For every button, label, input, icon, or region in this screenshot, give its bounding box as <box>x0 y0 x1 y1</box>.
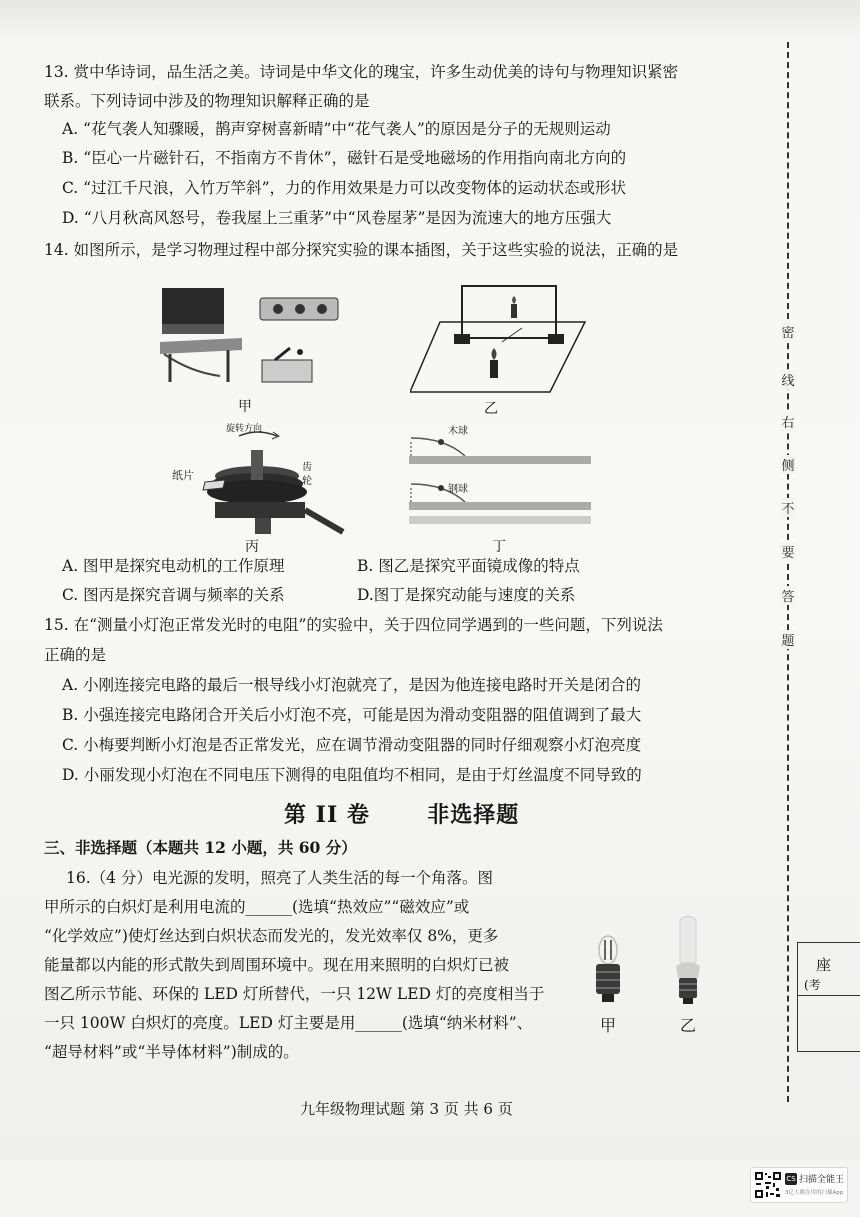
q16-line-7: “超导材料”或“半导体材料”)制成的。 <box>44 1043 299 1061</box>
q15-stem-line1: 15. 在“测量小灯泡正常发光时的电阻”的实验中，关于四位同学遇到的一些问题，下列说法 <box>44 616 663 634</box>
binding-char-4: 侧 <box>780 455 796 474</box>
section-title-volume: 第 II 卷 <box>284 802 370 828</box>
bulb-yi-caption: 乙 <box>680 1016 697 1035</box>
section-heading: 三、非选择题（本题共 12 小题，共 60 分） <box>44 838 357 857</box>
figure-bing-label-gear-2: 轮 <box>302 476 312 487</box>
scanner-watermark-badge <box>750 1167 848 1203</box>
figure-ding-label-wood-ball: 木球 <box>448 426 468 437</box>
q16-line-6: 一只 100W 白炽灯的亮度。LED 灯主要是用______(选填“纳米材料”、 <box>44 1014 533 1032</box>
q14-option-a: A. 图甲是探究电动机的工作原理 <box>62 557 285 575</box>
q15-stem-line2: 正确的是 <box>44 646 107 664</box>
binding-char-1: 密 <box>780 322 796 341</box>
q13-option-c: C. “过江千尺浪，入竹万竿斜”，力的作用效果是力可以改变物体的运动状态或形状 <box>62 179 627 197</box>
seat-box-divider <box>798 995 860 996</box>
q13-option-a: A. “花气袭人知骤暖，鹊声穿树喜新晴”中“花气袭人”的原因是分子的无规则运动 <box>62 120 611 138</box>
figure-yi-plane-mirror <box>410 282 590 394</box>
section-title <box>284 798 519 829</box>
figure-ding-ramps <box>405 428 595 534</box>
figure-bing-label-rotation: 旋转方向 <box>226 424 263 434</box>
figure-bing-label-gear-1: 齿 <box>302 462 312 473</box>
q13-stem-line1: 13. 赏中华诗词，品生活之美。诗词是中华文化的瑰宝，许多生动优美的诗句与物理知识紧密 <box>44 63 679 81</box>
binding-char-5: 不 <box>780 498 796 517</box>
scanner-logo: CS <box>786 1175 796 1183</box>
seat-sublabel: (考 <box>804 978 821 992</box>
q15-option-c: C. 小梅要判断小灯泡是否正常发光，应在调节滑动变阻器的同时仔细观察小灯泡亮度 <box>62 736 642 754</box>
binding-char-6: 要 <box>780 542 796 561</box>
bulb-jia-caption: 甲 <box>600 1016 617 1035</box>
q14-option-c: C. 图丙是探究音调与频率的关系 <box>62 586 285 604</box>
figure-jia-apparatus <box>150 280 350 400</box>
binding-char-7: 答 <box>780 586 796 605</box>
scanner-name: 扫描全能王 <box>799 1175 845 1185</box>
binding-char-2: 线 <box>780 370 796 389</box>
binding-char-3: 右 <box>780 412 796 431</box>
scanner-slogan: 3亿人都在用的扫描App <box>785 1190 844 1196</box>
figure-ding-caption: 丁 <box>492 539 506 555</box>
q15-option-d: D. 小丽发现小灯泡在不同电压下测得的电阻值均不相同，是由于灯丝温度不同导致的 <box>62 766 642 784</box>
seat-label: 座 <box>816 956 832 974</box>
q14-option-b: B. 图乙是探究平面镜成像的特点 <box>357 557 580 575</box>
figure-ding-label-steel-ball: 钢球 <box>448 484 468 495</box>
q13-option-b: B. “臣心一片磁针石，不指南方不肯休”，磁针石是受地磁场的作用指向南北方向的 <box>62 149 627 167</box>
figure-yi-caption: 乙 <box>484 401 498 417</box>
figure-jia-caption: 甲 <box>238 399 252 415</box>
q15-option-b: B. 小强连接完电路闭合开关后小灯泡不亮，可能是因为滑动变阻器的阻值调到了最大 <box>62 706 642 724</box>
incandescent-bulb-figure <box>588 922 628 1010</box>
binding-dashed-line <box>787 42 789 1102</box>
q14-option-d: D.图丁是探究动能与速度的关系 <box>357 586 576 604</box>
binding-char-8: 题 <box>780 630 796 649</box>
q14-stem: 14. 如图所示，是学习物理过程中部分探究实验的课本插图，关于这些实验的说法，正确的是 <box>44 241 679 259</box>
figure-bing-label-paper: 纸片 <box>172 469 194 482</box>
q16-line-3: “化学效应”)使灯丝达到白炽状态而发光的，发光效率仅 8%，更多 <box>44 927 499 945</box>
section-title-type: 非选择题 <box>427 802 520 828</box>
q13-stem-line2: 联系。下列诗词中涉及的物理知识解释正确的是 <box>44 92 370 110</box>
q16-line-1: 16.（4 分）电光源的发明，照亮了人类生活的每一个角落。图 <box>66 869 493 887</box>
q15-option-a: A. 小刚连接完电路的最后一根导线小灯泡就亮了，是因为他连接电路时开关是闭合的 <box>62 676 642 694</box>
q13-option-d: D. “八月秋高风怒号，卷我屋上三重茅”中“风卷屋茅”是因为流速大的地方压强大 <box>62 209 612 227</box>
q16-line-4: 能量都以内能的形式散失到周围环境中。现在用来照明的白炽灯已被 <box>44 956 510 974</box>
led-bulb-figure <box>668 912 708 1012</box>
qr-code-icon <box>754 1171 782 1199</box>
q16-line-2: 甲所示的白炽灯是利用电流的______(选填“热效应”“磁效应”或 <box>44 898 470 916</box>
figure-bing-caption: 丙 <box>245 539 259 555</box>
page-footer: 九年级物理试题 第 3 页 共 6 页 <box>300 1100 513 1118</box>
q16-line-5: 图乙所示节能、环保的 LED 灯所替代，一只 12W LED 灯的亮度相当于 <box>44 985 545 1003</box>
